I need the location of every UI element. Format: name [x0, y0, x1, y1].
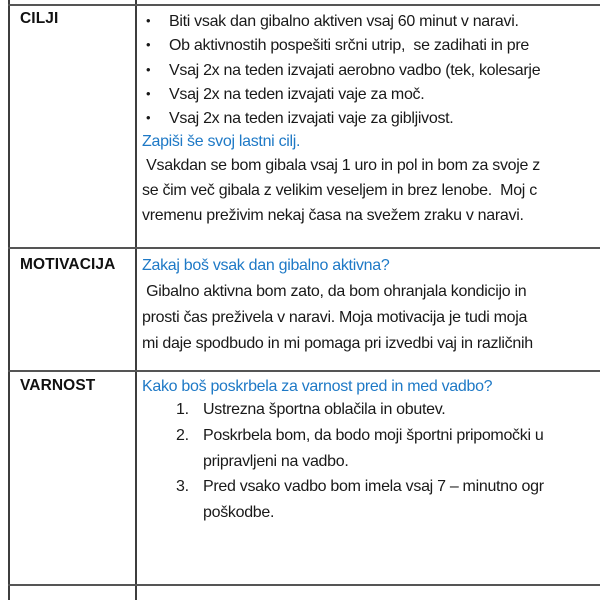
row-label-cilji: CILJI — [20, 10, 59, 27]
bullet-text: Vsaj 2x na teden izvajati aerobno vadbo (tek, kolesarje — [169, 62, 541, 79]
bullet-text: Biti vsak dan gibalno aktiven vsaj 60 minut v naravi. — [169, 13, 519, 30]
bullet-item — [146, 35, 529, 56]
cell-varnost-label[interactable] — [9, 372, 135, 584]
table-row-border-varnost-end — [8, 584, 600, 586]
list-number: 2. — [176, 427, 189, 444]
bullet-item — [146, 60, 540, 81]
row-label-motivacija: MOTIVACIJA — [20, 256, 116, 273]
numbered-item-wrap: poškodbe. — [203, 504, 275, 521]
bullet-item — [146, 84, 424, 105]
goal-prompt: Zapiši še svoj lastni cilj. — [142, 133, 301, 150]
answer-line: Vsakdan se bom gibala vsaj 1 uro in pol in bom za svoje z — [142, 157, 540, 174]
row-label-varnost: VARNOST — [20, 377, 96, 394]
numbered-item-wrap: pripravljeni na vadbo. — [203, 453, 349, 470]
numbered-text: Ustrezna športna oblačila in obutev. — [203, 401, 446, 418]
numbered-text: Pred vsako vadbo bom imela vsaj 7 – minutno ogr — [203, 478, 544, 495]
bullet-item — [146, 11, 519, 32]
bullet-text: Vsaj 2x na teden izvajati vaje za moč. — [169, 86, 425, 103]
bullet-icon: • — [146, 13, 151, 28]
cell-cilji-label[interactable] — [9, 5, 135, 247]
answer-line: Gibalno aktivna bom zato, da bom ohranjala kondicijo in — [142, 283, 527, 300]
bullet-text: Vsaj 2x na teden izvajati vaje za gibljivost. — [169, 110, 454, 127]
numbered-item — [176, 400, 445, 420]
answer-line: se čim več gibala z velikim veseljem in brez lenobe. Moj c — [142, 182, 537, 199]
list-number: 3. — [176, 478, 189, 495]
bullet-icon: • — [146, 110, 151, 125]
answer-line: mi daje spodbudo in mi pomaga pri izvedbi vaj in različnih — [142, 335, 533, 352]
answer-line: vremenu preživim nekaj časa na svežem zraku v naravi. — [142, 207, 524, 224]
bullet-text: Ob aktivnostih pospešiti srčni utrip, se zadihati in pre — [169, 37, 529, 54]
numbered-item — [176, 426, 543, 446]
question-text: Zakaj boš vsak dan gibalno aktivna? — [142, 257, 390, 274]
list-number: 1. — [176, 401, 189, 418]
answer-line: prosti čas preživela v naravi. Moja motivacija je tudi moja — [142, 309, 528, 326]
numbered-text: Poskrbela bom, da bodo moji športni pripomočki u — [203, 427, 544, 444]
bullet-icon: • — [146, 86, 151, 101]
bullet-icon: • — [146, 37, 151, 52]
numbered-item — [176, 477, 544, 497]
bullet-icon: • — [146, 62, 151, 77]
bullet-item — [146, 108, 453, 129]
question-text: Kako boš poskrbela za varnost pred in med vadbo? — [142, 378, 493, 395]
